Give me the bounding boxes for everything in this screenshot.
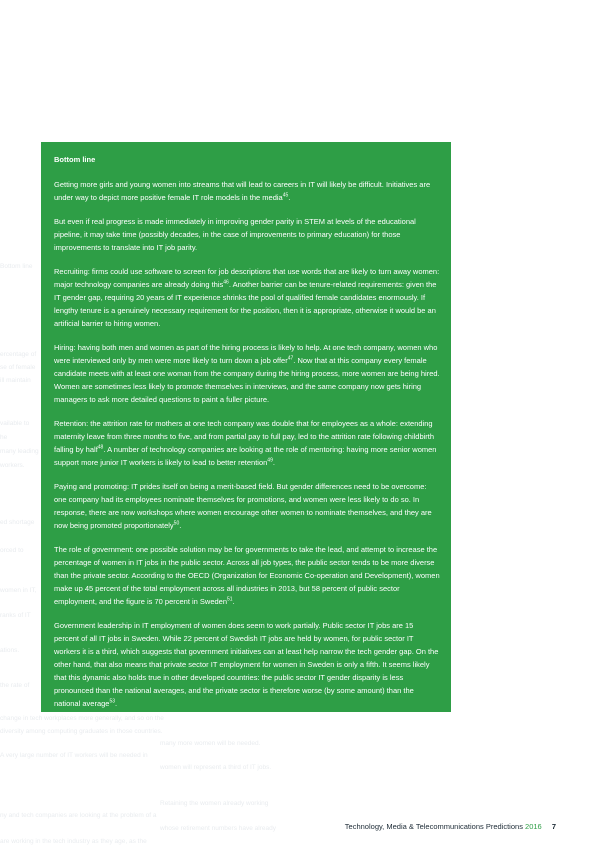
footnote-ref: 51 xyxy=(227,596,233,603)
footnote-ref: 53 xyxy=(109,698,116,705)
paragraph-text: Getting more girls and young women into streams that will lead to careers in IT will likely be difficult. Initiatives are under way to depict more positive female IT role models in the media xyxy=(54,180,431,202)
paragraph-text: Recruiting: firms could use software to screen for job descriptions that use words that are likely to turn away women: major technology companies are already doing this xyxy=(54,267,440,289)
page-number: 7 xyxy=(551,822,556,831)
footer-year: 2016 xyxy=(525,822,542,831)
paragraph-tail: . xyxy=(232,597,235,606)
paragraph-text: Government leadership in IT employment of women does seem to work partially. Public sector IT jobs are 15 percent of all IT jobs in Sweden xyxy=(54,621,414,643)
paragraph-recruiting xyxy=(54,265,440,330)
bottom-line-box xyxy=(41,142,451,712)
paragraph-education xyxy=(54,215,440,254)
paragraph-hiring xyxy=(54,341,440,406)
paragraph-tail: . Now that at this company every female candidate meets with at least one woman from the company during the hiring process, more women are being hired. Women are sometimes less likely to promote themselves in interviews, and the same company now gets hiring managers to ask more detailed questions to paint a fuller picture. xyxy=(54,356,440,404)
footnote-ref: 46 xyxy=(223,279,229,286)
page-footer xyxy=(345,822,556,831)
paragraph-text: The role of government: one possible solution may be for governments to take the lead, and attempt to increase the percentage of women in IT jobs in the public sector. Across all job types, the public sector tends to be more diverse than the private sector. According to the OECD (Organization for Economic Co-operation and Development), women make up 45 percent of the total employment across all industries in 2013, but 58 percent of public sector employment, and the figure is 70 percent in Sweden xyxy=(54,545,440,606)
footnote-ref: 45 xyxy=(282,192,289,199)
paragraph-leadership xyxy=(54,619,440,710)
paragraph-text: Retention: the attrition rate for mothers at one tech company was double that for employees as a whole: extending maternity leave from three months to five, and from partial pay to full pay, led to the attrition rate following childbirth falling by half xyxy=(54,419,435,454)
faded-background-text: Bottom line ercentage of se of female ill maintain vailable to he many leading workers. ed shortage orced to women in IT, ranks of IT ations. the rate of change in tech workplaces more generally, and so on the diversity among computing graduates in those countries. many more women will be needed. A very large number of IT workers will be needed in women will represent a third of IT jobs. Retaining the women already working ny and tech companies are looking at the problem of a whose retirement numbers have already are working in the tech industry as they age, as the xyxy=(0,263,276,845)
paragraph-text: Paying and promoting: IT prides itself on being a merit-based field. But gender differences need to be overcome: one company had its employees nominate themselves for promotions, and women were less likely to do so. In response, there are now workshops where women encourage other women to nominate themselves, and they are now being promoted proportionately xyxy=(54,482,432,530)
paragraph-tail: . xyxy=(288,193,291,202)
paragraph-media xyxy=(54,178,440,204)
paragraph-retention xyxy=(54,417,440,469)
paragraph-tail: . xyxy=(115,699,118,708)
paragraph-tail: . While 22 percent of Swedish IT jobs are held by women, for public sector IT workers it is a third, which suggests that government initiatives can at least help narrow the tech gender gap. On the other hand, that also means that private sector IT employment for women in Sweden is only a fifth. It seems likely that this dynamic also holds true in other developed countries: the public sector IT gender disparity is less pronounced than the national averages, and the private sector is therefore worse (by some amount) than the national average xyxy=(54,634,439,708)
footer-title: Technology, Media & Telecommunications Predictions xyxy=(344,822,523,831)
paragraph-text: But even if real progress is made immediately in improving gender parity in STEM at levels of the educational pipeline, it may take time (possibly decades, in the case of improvements to primary education) for those improvements to translate into IT job parity. xyxy=(54,217,416,252)
footnote-ref: 48 xyxy=(97,444,104,451)
paragraph-tail: . xyxy=(272,458,275,467)
paragraph-text: Hiring: having both men and women as part of the hiring process is likely to help. At one tech company, women who were interviewed only by men were more likely to turn down a job offer xyxy=(54,343,438,365)
paragraph-tail: . Another barrier can be tenure-related requirements: given the IT gender gap, requiring 20 years of IT experience shrinks the pool of qualified female candidates enormously. If lengthy tenure is a genuinely necessary requirement for the position, then it is appropriate, otherwise it would be an artificial barrier to hiring women. xyxy=(54,280,437,328)
footnote-ref: 47 xyxy=(287,355,294,362)
footnote-ref: 49 xyxy=(267,457,273,464)
box-heading: Bottom line xyxy=(54,155,96,164)
paragraph-promoting xyxy=(54,480,440,532)
paragraph-tail: . xyxy=(179,521,182,530)
footnote-ref: 50 xyxy=(173,520,180,527)
paragraph-tail: . A number of technology companies are looking at the role of mentoring: having more senior women support more junior IT workers is likely to lead to better retention xyxy=(54,445,437,467)
paragraph-government xyxy=(54,543,440,608)
